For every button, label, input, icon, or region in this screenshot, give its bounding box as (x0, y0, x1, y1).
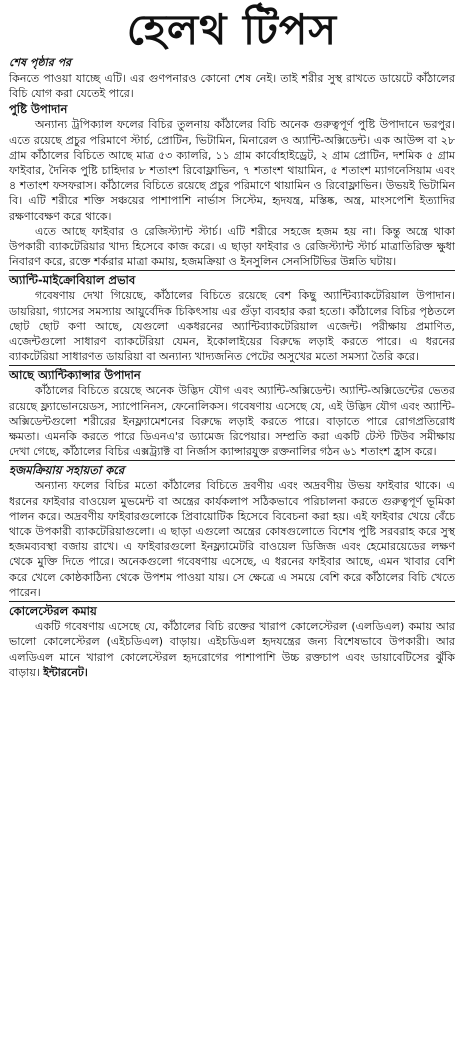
source-credit: ইন্টারনেট। (43, 665, 88, 679)
section-heading-cholesterol: কোলেস্টেরল কমায় (9, 601, 455, 619)
intro-paragraph: কিনতে পাওয়া যাচ্ছে এটি। এর গুণপনারও কোনো শেষ নেই। তাই শরীর সুস্থ রাখতে ডায়েটে কাঁঠালের বিচি যোগ করা যেতেই পারে। (9, 72, 455, 101)
antimicrobial-paragraph: গবেষণায় দেখা গিয়েছে, কাঁঠালের বিচিতে রয়েছে বেশ কিছু অ্যান্টিব্যাকটেরিয়াল উপাদান। ডায়রিয়া, গ্যাসের সমস্যায় আয়ুর্বেদিক চিকিৎসায় এর গুঁড়া ব্যবহার করা হতো। কাঁঠালের বিচির পৃষ্ঠতলে ছোট ছোট কণা আছে, যেগুলো একধরনের অ্যান্টিব্যাকটেরিয়াল এজেন্ট। পরীক্ষায় প্রমাণিত, এজেন্টগুলো সাধারণ ব্যাকটেরিয়া যেমন, ইকোলাইয়ের বিরুদ্ধে লড়াই করতে পারে। এ ধরনের ব্যাকটেরিয়া সাধারণত ডায়রিয়া বা অন্যান্য খাদ্যজনিত পেটের অসুখের মতো সমস্যা তৈরি করে। (9, 289, 455, 364)
continued-label: শেষ পৃষ্ঠার পর (9, 56, 72, 69)
digestion-paragraph: অন্যান্য ফলের বিচির মতো কাঁঠালের বিচিতে দ্রবণীয় এবং অদ্রবণীয় উভয় ফাইবার থাকে। এ ধরনের ফাইবার বাওয়েল মুভমেন্ট বা অন্ত্রের কার্যকলাপ সঠিকভাবে পরিচালনা করতে গুরুত্বপূর্ণ ভূমিকা পালন করে। অদ্রবণীয় ফাইবারগুলোকে প্রিবায়োটিক হিসেবে বিবেচনা করা হয়। এই ফাইবার খেয়ে বেঁচে থাকে উপকারী ব্যাকটেরিয়াগুলো। এ ছাড়া এগুলো অন্ত্রের কোষগুলোতে বিশেষ পুষ্টি সরবরাহ করে সুস্থ হজমব্যবস্থা বজায় রাখে। এ ফাইবারগুলো ইনফ্ল্যামেটরি বাওয়েল ডিজিজ এবং হেমোরয়েডের লক্ষণ থেকে মুক্তি দিতে পারে। অনেকগুলো গবেষণায় এসেছে, এ ধরনের ফাইবার আছে, এমন খাবার বেশি করে খেলে কোষ্ঠকাঠিন্য থেকে উপশম পাওয়া যায়। সে ক্ষেত্রে এ সময়ে বেশি করে কাঁঠালের বিচি খেতে পারেন। (9, 479, 455, 599)
nutrition-paragraph-2: এতে আছে ফাইবার ও রেজিস্ট্যান্ট স্টার্চ। এটি শরীরে সহজে হজম হয় না। কিন্তু অন্ত্রে থাকা উপকারী ব্যাকটেরিয়ার খাদ্য হিসেবে কাজ করে। এ ছাড়া ফাইবার ও রেজিস্ট্যান্ট স্টার্চ মাত্রাতিরিক্ত ক্ষুধা নিবারণ করে, রক্তে শর্করার মাত্রা কমায়, হজমক্রিয়া ও ইনসুলিন সেনসিটিভির উন্নতি ঘটায়। (9, 224, 455, 269)
masthead-title: হেলথ টিপস (126, 5, 338, 54)
cholesterol-text: একটি গবেষণায় এসেছে যে, কাঁঠালের বিচি রক্তের খারাপ কোলেস্টেরল (এলডিএল) কমায় আর ভালো কোলেস্টেরল (এইচডিএল) বাড়ায়। এইচডিএল হৃদযন্ত্রের জন্য বিশেষভাবে উপকারী। আর এলডিএল মানে খারাপ কোলেস্টেরল হৃদরোগের পাশাপাশি উচ্চ রক্তচাপ এবং ডায়াবেটিসের ঝুঁকি বাড়ায়। (9, 620, 455, 679)
cholesterol-paragraph (9, 619, 455, 680)
section-heading-digestion: হজমক্রিয়ায় সহায়তা করে (9, 460, 455, 478)
nutrition-paragraph-1: অন্যান্য ট্রপিক্যাল ফলের বিচির তুলনায় কাঁঠালের বিচি অনেক গুরুত্বপূর্ণ পুষ্টি উপাদানে ভরপুর। এতে রয়েছে প্রচুর পরিমাণে স্টার্চ, প্রোটিন, ভিটামিন, মিনারেল ও অ্যান্টি-অক্সিডেন্ট। এক আউন্স বা ২৮ গ্রাম কাঁঠালের বিচিতে আছে মাত্র ৫৩ ক্যালরি, ১১ গ্রাম কার্বোহাইড্রেট, ২ গ্রাম প্রোটিন, দশমিক ৫ গ্রাম ফাইবার, দৈনিক পুষ্টি চাহিদার ৮ শতাংশ রিবোফ্লাভিন, ৭ শতাংশ থায়ামিন, ৫ শতাংশ ম্যাগনেসিয়াম এবং ৪ শতাংশ ফসফরাস। কাঁঠালের বিচিতে রয়েছে প্রচুর পরিমাণে থায়ামিন ও রিবোফ্লাভিন। উভয়ই ভিটামিন বি। এটি শরীরে শক্তি সঞ্চয়ের পাশাপাশি নার্ভাস সিস্টেম, হৃদযন্ত্র, মস্তিষ্ক, অন্ত্র, মাংসপেশি ইত্যাদির রক্ষণাবেক্ষণ করে থাকে। (9, 118, 455, 223)
section-heading-anticancer: আছে অ্যান্টিক্যান্সার উপাদান (9, 365, 455, 383)
section-heading-nutrition: পুষ্টি উপাদান (9, 102, 68, 117)
section-heading-antimicrobial: অ্যান্টি-মাইক্রোবিয়াল প্রভাব (9, 270, 455, 288)
anticancer-paragraph: কাঁঠালের বিচিতে রয়েছে অনেক উদ্ভিদ যৌগ এবং অ্যান্টি-অক্সিডেন্ট। অ্যান্টি-অক্সিডেন্টের ভেতর রয়েছে ফ্ল্যাভোনয়েডস, স্যাপোনিনস, ফেনোলিকস। গবেষণায় এসেছে যে, এই উদ্ভিদ যৌগ এবং অ্যান্টি-অক্সিডেন্টগুলো শরীরের ইনফ্ল্যামেশনের বিরুদ্ধে লড়াই করতে পারে। বাড়াতে পারে রোগপ্রতিরোধ ক্ষমতা। এমনকি করতে পারে ডিএনএ'র ড্যামেজ রিপেয়ার। সম্প্রতি করা একটি টেস্ট টিউব সমীক্ষায় দেখা গেছে, কাঁঠালের বিচির এক্সট্র্যাক্ট বা নির্জাস ক্যান্সারযুক্ত রক্তনালির গঠন ৬১ শতাংশ হ্রাস করে। (9, 384, 455, 459)
